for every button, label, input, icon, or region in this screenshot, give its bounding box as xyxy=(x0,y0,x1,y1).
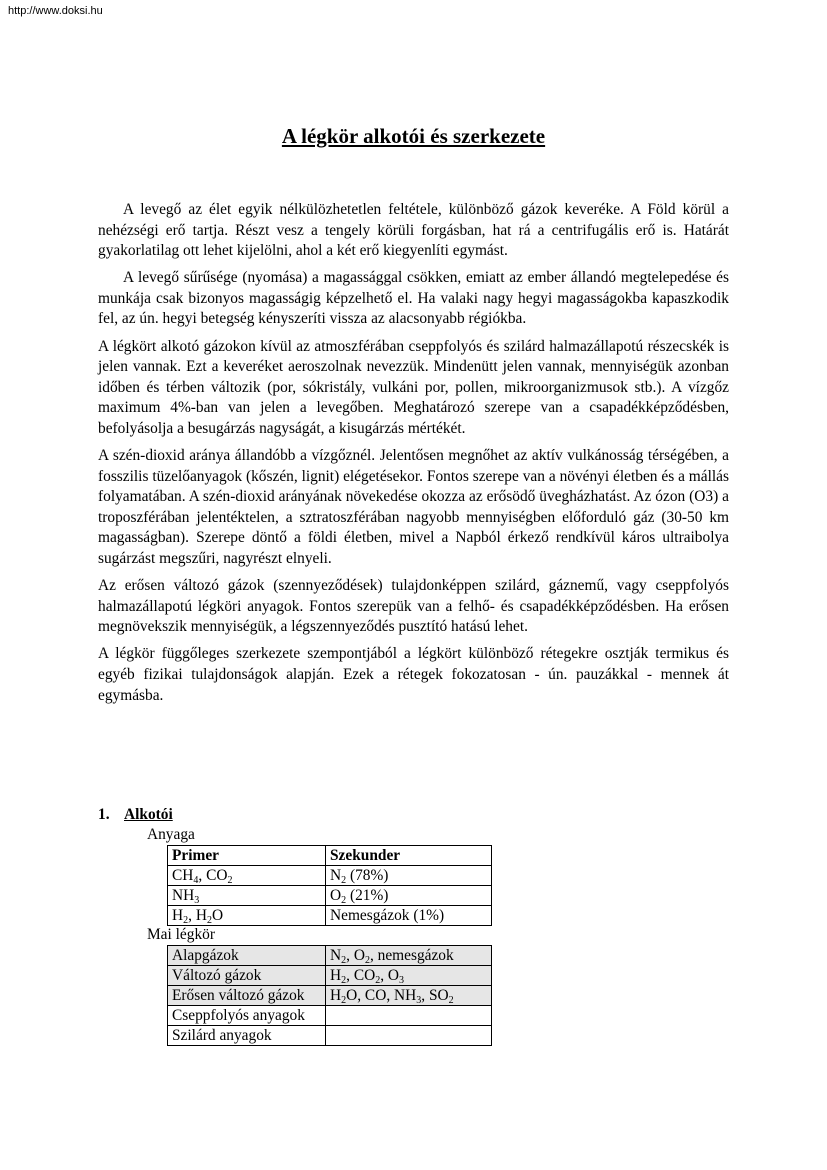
table-cell: Nemesgázok (1%) xyxy=(326,906,492,926)
table-row xyxy=(168,1006,492,1026)
paragraph: A légkör függőleges szerkezete szempontjából a légkört különböző rétegekre osztják termikus és egyéb fizikai tulajdonságok alapján. Ezek a rétegek fokozatosan - ún. pauzákkal - mennek át egymásba. xyxy=(98,645,729,704)
header-cell: Szekunder xyxy=(326,846,492,866)
table-cell xyxy=(326,1026,492,1046)
page-title: A légkör alkotói és szerkezete xyxy=(281,124,546,148)
table-header-row xyxy=(168,846,492,866)
table-row xyxy=(168,986,492,1006)
table-cell: Erősen változó gázok xyxy=(168,986,326,1006)
table-cell: $H_2$, $CO_2$, $O_3$ xyxy=(326,966,492,986)
table-cell: Cseppfolyós anyagok xyxy=(168,1006,326,1026)
header-cell: Primer xyxy=(168,846,326,866)
table-cell xyxy=(326,1006,492,1026)
table-row xyxy=(168,966,492,986)
table-cell: $N_2$ (78%) xyxy=(326,866,492,886)
body-text xyxy=(98,200,729,713)
table2-label: Mai légkör xyxy=(147,926,215,943)
paragraph: A levegő sűrűsége (nyomása) a magassággal csökken, emiatt az ember állandó megtelepedése és munkája csak bizonyos magasságig képzelhető el. Ha valaki nagy hegyi magasságokba kapaszkodik fel, az ún. hegyi betegség kényszeríti vissza az alacsonyabb régiókba. xyxy=(98,269,729,328)
table-cell: Szilárd anyagok xyxy=(168,1026,326,1046)
table-cell: $N_2$, $O_2$, nemesgázok xyxy=(326,946,492,966)
table-cell: $CH_4$, $CO_2$ xyxy=(168,866,326,886)
paragraph: A levegő az élet egyik nélkülözhetetlen feltétele, különböző gázok keveréke. A Föld körül a nehézségi erő tartja. Részt vesz a tengely körüli forgásban, hat rá a centrifugális erő is. Határát gyakorlatilag ott lehet kijelölni, ahol a két erő kiegyenlíti egymást. xyxy=(98,201,729,260)
paragraph: A szén-dioxid aránya állandóbb a vízgőznél. Jelentősen megnőhet az aktív vulkánosság térségében, a fosszilis tüzelőanyagok (kőszén, lignit) elégetésekor. Fontos szerepe van a növényi életben és a mállás folyamatában. A szén-dioxid arányának növekedése okozza az erősödő üvegházhatást. Az ózon (O3) a troposzférában jelentéktelen, a sztratoszférában nagyobb mennyiségben előforduló gáz (30-50 km magasságban). Szerepe döntő a földi életben, mivel a Napból érkező rendkívül káros ultraibolya sugárzást megszűri, nagyrészt elnyeli. xyxy=(98,447,729,567)
table-row xyxy=(168,946,492,966)
table-row xyxy=(168,1026,492,1046)
source-url[interactable]: http://www.doksi.hu xyxy=(8,5,103,17)
paragraph: Az erősen változó gázok (szennyeződések) tulajdonképpen szilárd, gáznemű, vagy cseppfolyós halmazállapotú légköri anyagok. Fontos szerepük van a felhő- és csapadékképződésben. Ha erősen megnövekszik mennyiségük, a légszennyeződés pusztító hatású lehet. xyxy=(98,577,729,636)
table-cell: Változó gázok xyxy=(168,966,326,986)
section-name: Alkotói xyxy=(124,806,173,823)
table-cell: $H_2O$, CO, $NH_3$, $SO_2$ xyxy=(326,986,492,1006)
section-number: 1. xyxy=(98,806,110,823)
table-cell: Alapgázok xyxy=(168,946,326,966)
table1-label: Anyaga xyxy=(147,826,195,843)
table-cell: $O_2$ (21%) xyxy=(326,886,492,906)
section-heading xyxy=(98,806,173,824)
paragraph: A légkört alkotó gázokon kívül az atmoszférában cseppfolyós és szilárd halmazállapotú részecskék is jelen vannak. Ezt a keveréket aeroszolnak nevezzük. Mindenütt jelen vannak, mennyiségük azonban időben és térben változik (por, sókristály, vulkáni por, pollen, mikroorganizmusok stb.). A vízgőz maximum 4%-ban van jelen a levegőben. Meghatározó szerepe van a csapadékképződésben, befolyásolja a besugárzás nagyságát, a kisugárzás mértékét. xyxy=(98,337,729,437)
table-row xyxy=(168,886,492,906)
atmosphere-table xyxy=(167,945,492,1046)
table-cell: $NH_3$ xyxy=(168,886,326,906)
materials-table xyxy=(167,845,492,926)
table-row xyxy=(168,866,492,886)
table-cell: $H_2$, $H_2O$ xyxy=(168,906,326,926)
table-row xyxy=(168,906,492,926)
